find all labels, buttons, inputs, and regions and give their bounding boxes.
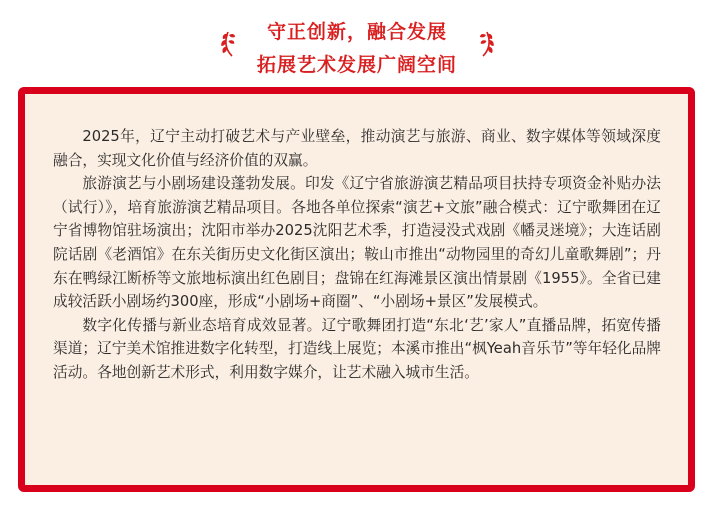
laurel-branch-icon — [475, 28, 497, 58]
paragraph-intro: 2025年，辽宁主动打破艺术与产业壁垒，推动演艺与旅游、商业、数字媒体等领域深度融合，实现文化价值与经济价值的双赢。 — [53, 128, 661, 169]
heading-line-2: 拓展艺术发展广阔空间 — [256, 54, 457, 76]
section-heading — [0, 14, 714, 84]
paragraph-digital: 数字化传播与新业态培育成效显著。辽宁歌舞团打造“东北‘艺’家人”直播品牌，拓宽传播渠道；辽宁美术馆推进数字化转型，打造线上展览；本溪市推出“枫Yeah音乐节”等年轻化品牌活动。各地创新艺术形式，利用数字媒介，让艺术融入城市生活。 — [53, 316, 661, 381]
article-frame — [18, 87, 695, 492]
paragraph-tourism-theater: 旅游演艺与小剧场建设蓬勃发展。印发《辽宁省旅游演艺精品项目扶持专项资金补贴办法（试行）》，培育旅游演艺精品项目。各地各单位探索“演艺+文旅”融合模式：辽宁歌舞团在辽宁省博物馆驻场演出；沈阳市举办2025沈阳艺术季，打造浸没式戏剧《幡灵迷境》；大连话剧院话剧《老酒馆》在东关街历史文化街区演出；鞍山市推出“动物园里的奇幻儿童歌舞剧”；丹东在鸭绿江断桥等文旅地标演出红色剧目；盘锦在红海滩景区演出情景剧《1955》。全省已建成较活跃小剧场约300座，形成“小剧场+商圈”、“小剧场+景区”发展模式。 — [53, 175, 661, 311]
article-body — [53, 125, 661, 385]
heading-line-1: 守正创新，融合发展 — [266, 21, 447, 43]
